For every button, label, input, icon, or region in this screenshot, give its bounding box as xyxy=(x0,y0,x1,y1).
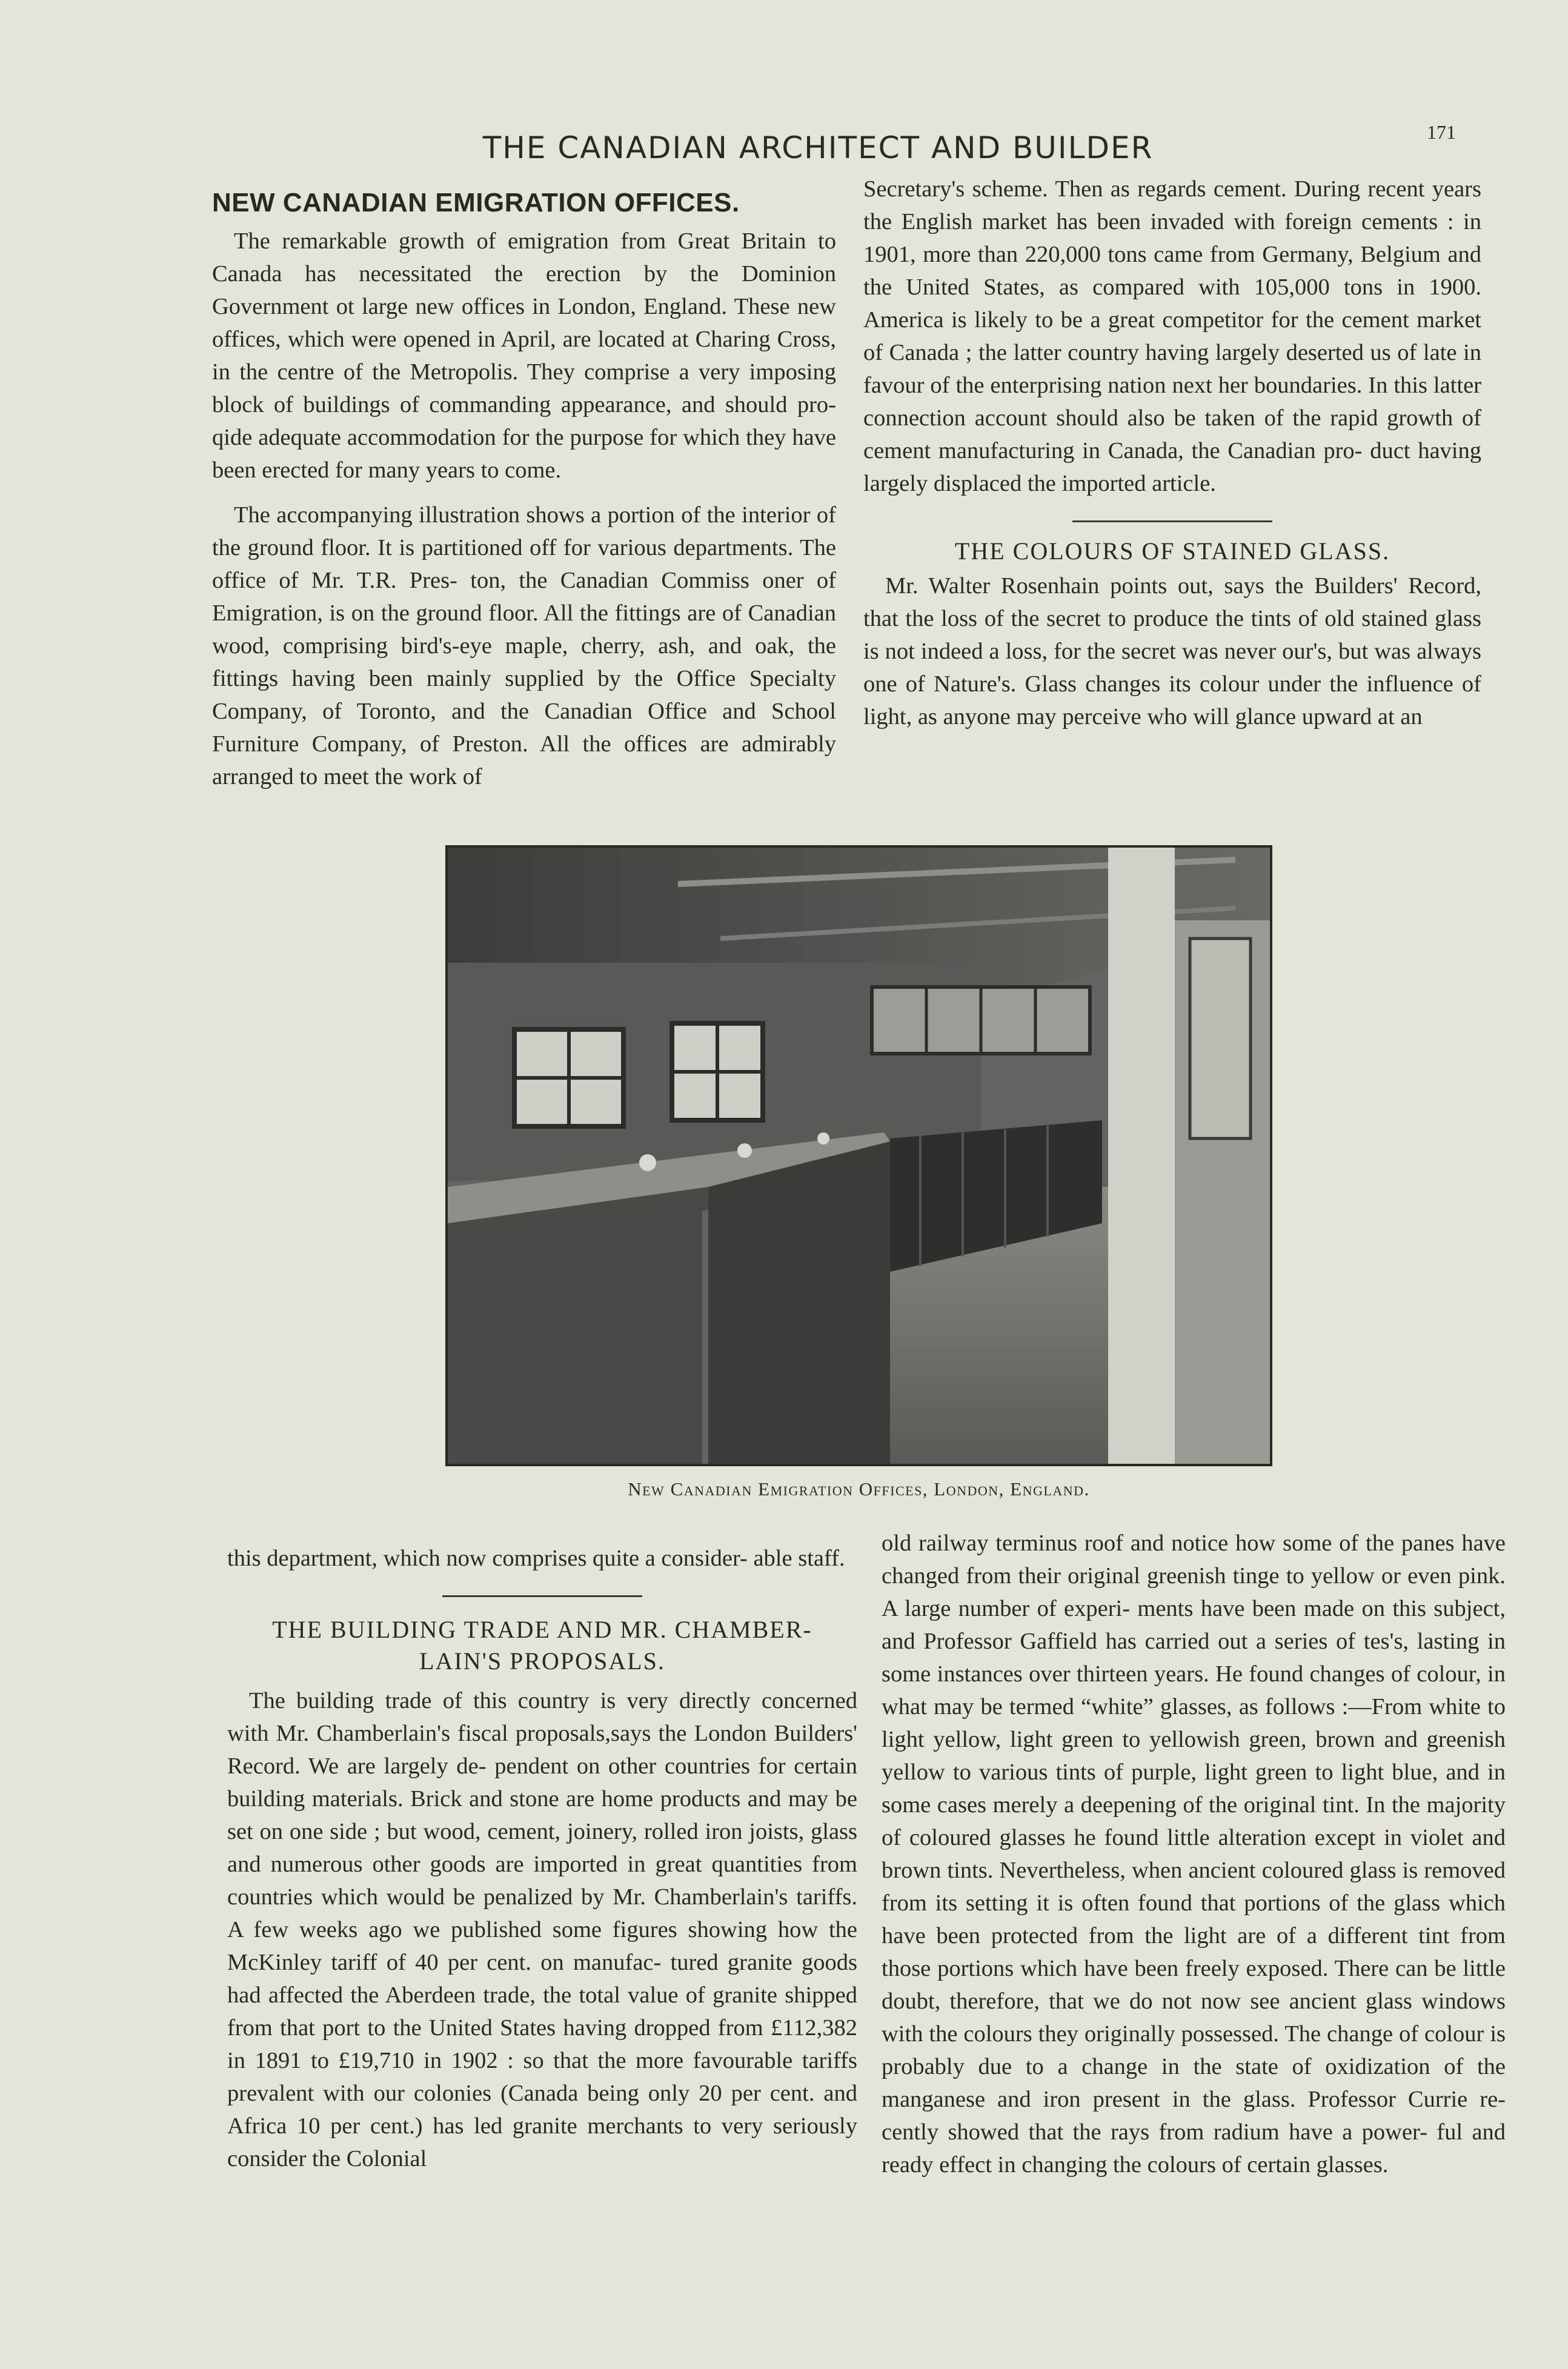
left-column-lower xyxy=(227,1542,857,2175)
article-paragraph: Mr. Walter Rosenhain points out, says the Builders' Record, that the loss of the secret to produce the tints of old stained glass is not indeed a loss, for the secret was never our's, but was always one of Nature's. Glass changes its colour under the influence of light, as anyone may perceive who will glance upward at an xyxy=(863,573,1481,729)
article-paragraph: The building trade of this country is very directly concerned with Mr. Chamberlain's fiscal proposals,says the London Builders' Record. We are largely de- pendent on other countries for certain building materials. Brick and stone are home products and may be set on one side ; but wood, cement, joinery, rolled iron joists, glass and numerous other goods are imported in great quantities from countries which would be penalized by Mr. Chamberlain's tariffs. A few weeks ago we published some figures showing how the McKinley tariff of 40 per cent. on manufac- tured granite goods had affected the Aberdeen trade, the total value of granite shipped from that port to the United States having dropped from £112,382 in 1891 to £19,710 in 1902 : so that the more favourable tariffs prevalent with our colonies (Canada being only 20 per cent. and Africa 10 per cent.) has led granite merchants to very seriously consider the Colonial xyxy=(227,1688,857,2171)
figure-caption-text: New Canadian Emigration Offices, London, England. xyxy=(628,1478,1090,1500)
article-paragraph: this department, which now comprises quite a consider- able staff. xyxy=(227,1546,845,1571)
figure-caption xyxy=(445,1478,1272,1500)
article-title-line: LAIN'S PROPOSALS. xyxy=(419,1647,665,1675)
article-title-building-trade xyxy=(227,1614,857,1677)
article-title-line: THE BUILDING TRADE AND MR. CHAMBER- xyxy=(272,1616,812,1643)
office-interior-illustration xyxy=(448,848,1270,1464)
right-column-upper xyxy=(863,173,1481,733)
section-divider xyxy=(1072,520,1272,522)
article-paragraph: The remarkable growth of emigration from Great Britain to Canada has necessitated the erection by the Dominion Government ot large new offices in London, England. These new offices, which were opened in April, are located at Charing Cross, in the centre of the Metropolis. They comprise a very imposing block of buildings of commanding appearance, and should pro- qide adequate accommodation for the purpose for which they have been erected for many years to come. xyxy=(212,228,836,483)
section-divider xyxy=(442,1595,642,1597)
left-column-upper xyxy=(212,185,836,793)
article-paragraph: The accompanying illustration shows a portion of the interior of the ground floor. It is partitioned off for various departments. The office of Mr. T.R. Pres- ton, the Canadian Commiss oner of Emigration, is on the ground floor. All the fittings are of Canadian wood, comprising bird's-eye maple, cherry, ash, and oak, the fittings having been mainly supplied by the Office Specialty Company, of Toronto, and the Canadian Office and School Furniture Company, of Preston. All the offices are admirably arranged to meet the work of xyxy=(212,502,836,789)
article-paragraph: old railway terminus roof and notice how some of the panes have changed from their original greenish tinge to yellow or even pink. A large number of experi- ments have been made on this subject, and Professor Gaffield has carried out a series of tes's, lasting in some instances over thirteen years. He found changes of colour, in what may be termed “white” glasses, as follows :—From white to light yellow, light green to yellowish green, brown and greenish yellow to various tints of purple, light green to light blue, and in some cases merely a deepening of the original tint. In the majority of coloured glasses he found little alteration except in violet and brown tints. Nevertheless, when ancient coloured glass is removed from its setting it is often found that portions of the glass which have been protected from the light are of a different tint from those portions which have been freely exposed. There can be little doubt, therefore, that we do not now see ancient glass windows with the colours they originally possessed. The change of colour is probably due to a change in the state of oxidization of the manganese and iron present in the glass. Professor Currie re- cently showed that the rays from radium have a power- ful and ready effect in changing the colours of certain glasses. xyxy=(882,1530,1506,2178)
office-interior-photograph xyxy=(445,845,1272,1466)
article-title-emigration-offices: NEW CANADIAN EMIGRATION OFFICES. xyxy=(212,188,740,218)
right-column-lower xyxy=(882,1527,1506,2181)
article-paragraph: Secretary's scheme. Then as regards cement. During recent years the English market has been invaded with foreign cements : in 1901, more than 220,000 tons came from Germany, Belgium and the United States, as compared with 105,000 tons in 1900. America is likely to be a great competitor for the cement market of Canada ; the latter country having largely deserted us of late in favour of the enterprising nation next her boundaries. In this latter connection account should also be taken of the rapid growth of cement manufacturing in Canada, the Canadian pro- duct having largely displaced the imported article. xyxy=(863,176,1481,496)
article-title-stained-glass: THE COLOURS OF STAINED GLASS. xyxy=(954,537,1390,565)
page-number: 171 xyxy=(1427,121,1456,143)
running-head: THE CANADIAN ARCHITECT AND BUILDER xyxy=(482,130,1154,165)
